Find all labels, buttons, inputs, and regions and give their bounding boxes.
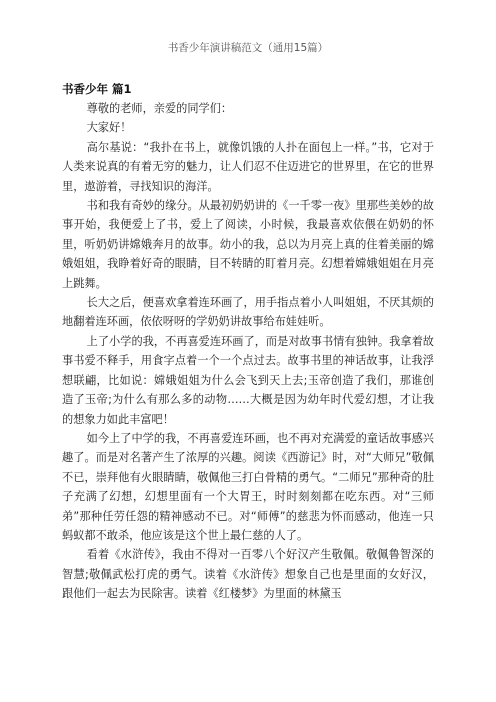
- body-paragraph: 上了小学的我，不再喜爱连环画了，而是对故事书情有独钟。我拿着故事书爱不释手，用食字点着一个一个点过去。故事书里的神话故事，让我浮想联翩，比如说：嫦娥姐姐为什么会飞到天上去;玉帝创造了我们，那谁创造了玉帝;为什么有那么多的动物……大概是因为幼年时代爱幻想，才让我的想象力如此丰富吧！: [62, 334, 434, 426]
- body-paragraph: 长大之后，便喜欢拿着连环画了，用手指点着小人叫姐姐，不厌其烦的地翻着连环画，依依呀呀的学奶奶讲故事给布娃娃听。: [62, 296, 434, 329]
- document-header-title: 书香少年演讲稿范文（通用15篇）: [167, 42, 329, 54]
- document-body: [62, 80, 434, 604]
- body-paragraph: 书和我有奇妙的缘分。从最初奶奶讲的《一千零一夜》里那些美妙的故事开始，我便爱上了书，爱上了阅读，小时候，我最喜欢依偎在奶奶的怀里，听奶奶讲嫦娥奔月的故事。幼小的我，总以为月亮上真的住着美丽的嫦娥姐姐，我睁着好奇的眼睛，目不转睛的盯着月亮。幻想着嫦娥姐姐在月亮上跳舞。: [62, 199, 434, 290]
- body-paragraph: 看着《水浒传》，我由不得对一百零八个好汉产生敬佩。敬佩鲁智深的智慧;敬佩武松打虎的勇气。读着《水浒传》想象自己也是里面的女好汉，跟他们一起去为民除害。读着《红楼梦》为里面的林黛玉: [62, 548, 434, 601]
- greeting-paragraph: 大家好！: [86, 121, 132, 135]
- section-title: 书香少年 篇1: [62, 82, 132, 96]
- body-paragraph: 高尔基说：“我扑在书上，就像饥饿的人扑在面包上一样。”书，它对于人类来说真的有着无穷的魅力，让人们忍不住迈进它的世界里，在它的世界里，遨游着，寻找知识的海洋。: [62, 140, 434, 193]
- body-paragraph: 如今上了中学的我，不再喜爱连环画，也不再对充满爱的童话故事感兴趣了。而是对名著产生了浓厚的兴趣。阅读《西游记》时，对“大师兄”敬佩不已，崇拜他有火眼睛睛，敬佩他三打白骨精的勇气。“二师兄”那种奇的肚子充满了幻想，幻想里面有一个大胃王，时时刻刻都在吃东西。对“三师弟”那种任劳任怨的精神感动不已。对“师傅”的慈悲为怀而感动，他连一只蚂蚁都不敢杀，他应该是这个世上最仁慈的人了。: [62, 431, 434, 542]
- salutation-paragraph: 尊敬的老师，亲爱的同学们：: [86, 102, 233, 115]
